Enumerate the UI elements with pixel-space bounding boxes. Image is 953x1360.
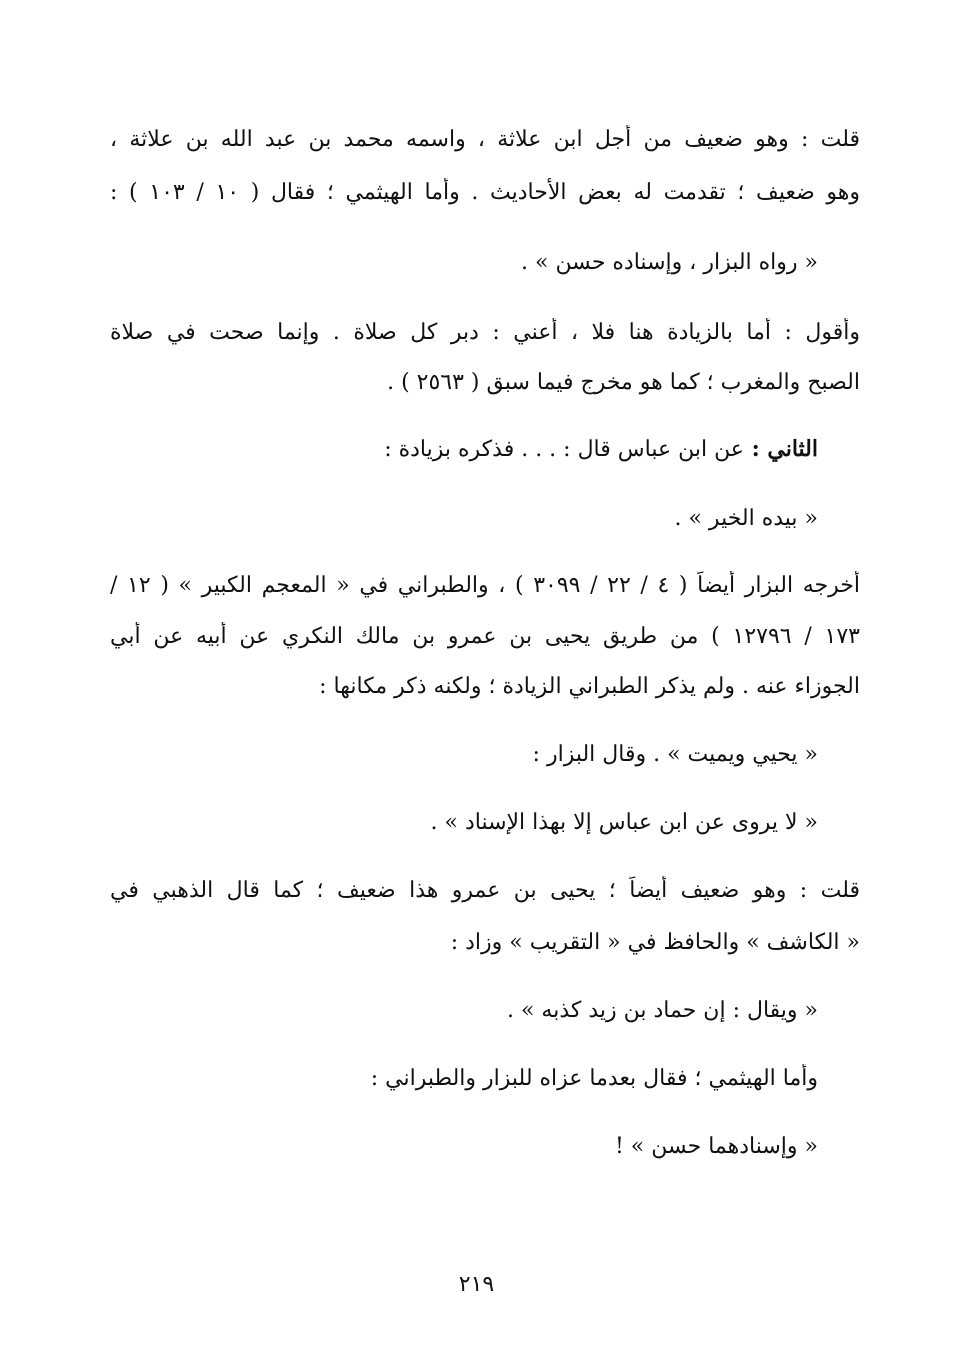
paragraph-line: قلت : وهو ضعيف من أجل ابن علاثة ، واسمه محمد بن عبد الله بن علاثة ، — [110, 127, 860, 152]
section-line — [110, 434, 818, 465]
quote-line: « رواه البزار ، وإسناده حسن » . — [521, 250, 818, 275]
paragraph-line: وهو ضعيف ؛ تقدمت له بعض الأحاديث . وأما الهيثمي ؛ فقال ( ١٠ / ١٠٣ ) : — [110, 180, 860, 205]
quote-line: « ويقال : إن حماد بن زيد كذبه » . — [506, 998, 818, 1023]
paragraph-line: الجوزاء عنه . ولم يذكر الطبراني الزيادة ؛ ولكنه ذكر مكانها : — [319, 674, 860, 699]
paragraph-line: الصبح والمغرب ؛ كما هو مخرج فيما سبق ( ٢٥٦٣ ) . — [387, 370, 860, 395]
paragraph-line: « الكاشف » والحافظ في « التقريب » وزاد : — [450, 930, 860, 955]
paragraph-line: وأما الهيثمي ؛ فقال بعدما عزاه للبزار والطبراني : — [370, 1066, 818, 1091]
quote-line: « يحيي ويميت » . وقال البزار : — [532, 742, 818, 767]
quote-line: « لا يروى عن ابن عباس إلا بهذا الإسناد » . — [430, 810, 818, 835]
section-lead-text: عن ابن عباس قال : . . . فذكره بزيادة : — [384, 437, 744, 462]
quote-line: « وإسنادهما حسن » ! — [614, 1134, 818, 1159]
paragraph-line: وأقول : أما بالزيادة هنا فلا ، أعني : دبر كل صلاة . وإنما صحت في صلاة — [110, 320, 860, 345]
paragraph-line: قلت : وهو ضعيف أيضاً ؛ يحيى بن عمرو هذا ضعيف ؛ كما قال الذهبي في — [110, 878, 860, 903]
paragraph-line: ١٧٣ / ١٢٧٩٦ ) من طريق يحيى بن عمرو بن مالك النكري عن أبيه عن أبي — [110, 624, 860, 649]
section-lead-label: الثاني : — [743, 436, 818, 462]
paragraph-line: أخرجه البزار أيضاً ( ٤ / ٢٢ / ٣٠٩٩ ) ، والطبراني في « المعجم الكبير » ( ١٢ / — [110, 573, 860, 598]
page-number: ٢١٩ — [458, 1272, 495, 1297]
quote-line: « بيده الخير » . — [674, 506, 818, 531]
